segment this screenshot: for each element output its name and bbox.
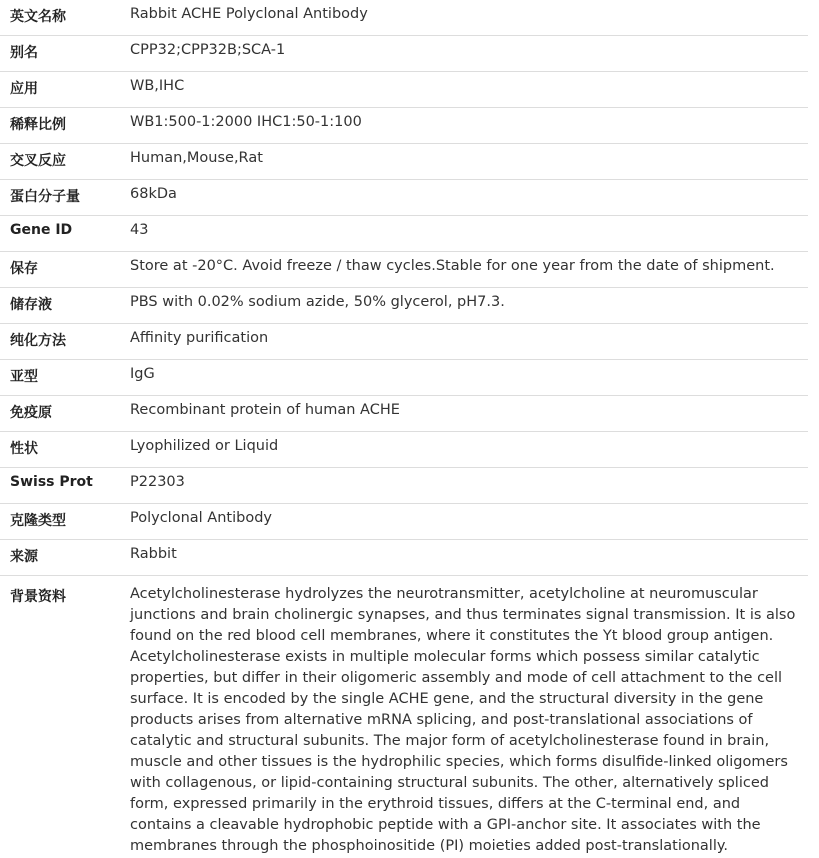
row-value: WB,IHC — [118, 72, 808, 108]
table-row — [0, 288, 808, 324]
row-label: Gene ID — [0, 216, 118, 252]
row-label: 克隆类型 — [0, 504, 118, 540]
row-label: 性状 — [0, 432, 118, 468]
table-row — [0, 504, 808, 540]
table-row — [0, 432, 808, 468]
row-value: 43 — [118, 216, 808, 252]
table-row — [0, 72, 808, 108]
row-value: Affinity purification — [118, 324, 808, 360]
row-value: P22303 — [118, 468, 808, 504]
table-row — [0, 108, 808, 144]
row-label: 纯化方法 — [0, 324, 118, 360]
row-value: Recombinant protein of human ACHE — [118, 396, 808, 432]
table-row — [0, 0, 808, 36]
table-row — [0, 144, 808, 180]
background-text: Acetylcholinesterase hydrolyzes the neurotransmitter, acetylcholine at neuromuscular junctions and brain cholinergic synapses, and thus terminates signal transmission. It is also found on the red blood cell membranes, where it constitutes the Yt blood group antigen. Acetylcholinesterase exists in multiple molecular forms which possess similar catalytic properties, but differ in their oligomeric assembly and mode of cell attachment to the cell surface. It is encoded by the single ACHE gene, and the structural diversity in the gene products arises from alternative mRNA splicing, and post-translational associations of catalytic and structural subunits. The major form of acetylcholinesterase found in brain, muscle and other tissues is the hydrophilic species, which forms disulfide-linked oligomers with collagenous, or lipid-containing structural subunits. The other, alternatively spliced form, expressed primarily in the erythroid tissues, differs at the C-terminal end, and contains a cleavable hydrophobic peptide with a GPI-anchor site. It associates with the membranes through the phosphoinositide (PI) moieties added post-translationally. — [130, 586, 796, 854]
table-row — [0, 36, 808, 72]
row-value: Store at -20°C. Avoid freeze / thaw cycles.Stable for one year from the date of shipment. — [118, 252, 808, 288]
row-label: 亚型 — [0, 360, 118, 396]
row-label: 蛋白分子量 — [0, 180, 118, 216]
row-value: Lyophilized or Liquid — [118, 432, 808, 468]
row-label: 应用 — [0, 72, 118, 108]
row-value: Rabbit — [118, 540, 808, 576]
table-row — [0, 180, 808, 216]
table-row — [0, 324, 808, 360]
table-row — [0, 216, 808, 252]
row-value: WB1:500-1:2000 IHC1:50-1:100 — [118, 108, 808, 144]
background-label: 背景资料 — [10, 589, 66, 605]
row-value: Human,Mouse,Rat — [118, 144, 808, 180]
table-row — [0, 360, 808, 396]
row-value: IgG — [118, 360, 808, 396]
row-label: 储存液 — [0, 288, 118, 324]
row-label: 来源 — [0, 540, 118, 576]
table-row — [0, 396, 808, 432]
table-row — [0, 540, 808, 576]
row-label: Swiss Prot — [0, 468, 118, 504]
row-label: 别名 — [0, 36, 118, 72]
row-value: Polyclonal Antibody — [118, 504, 808, 540]
row-label: 保存 — [0, 252, 118, 288]
row-value: 68kDa — [118, 180, 808, 216]
row-label: 免疫原 — [0, 396, 118, 432]
row-label: 稀释比例 — [0, 108, 118, 144]
row-value: Rabbit ACHE Polyclonal Antibody — [118, 0, 808, 36]
row-value: PBS with 0.02% sodium azide, 50% glycerol, pH7.3. — [118, 288, 808, 324]
background-row — [0, 576, 808, 858]
row-label: 英文名称 — [0, 0, 118, 36]
table-row — [0, 252, 808, 288]
row-value: CPP32;CPP32B;SCA-1 — [118, 36, 808, 72]
row-label: 交叉反应 — [0, 144, 118, 180]
table-row — [0, 468, 808, 504]
